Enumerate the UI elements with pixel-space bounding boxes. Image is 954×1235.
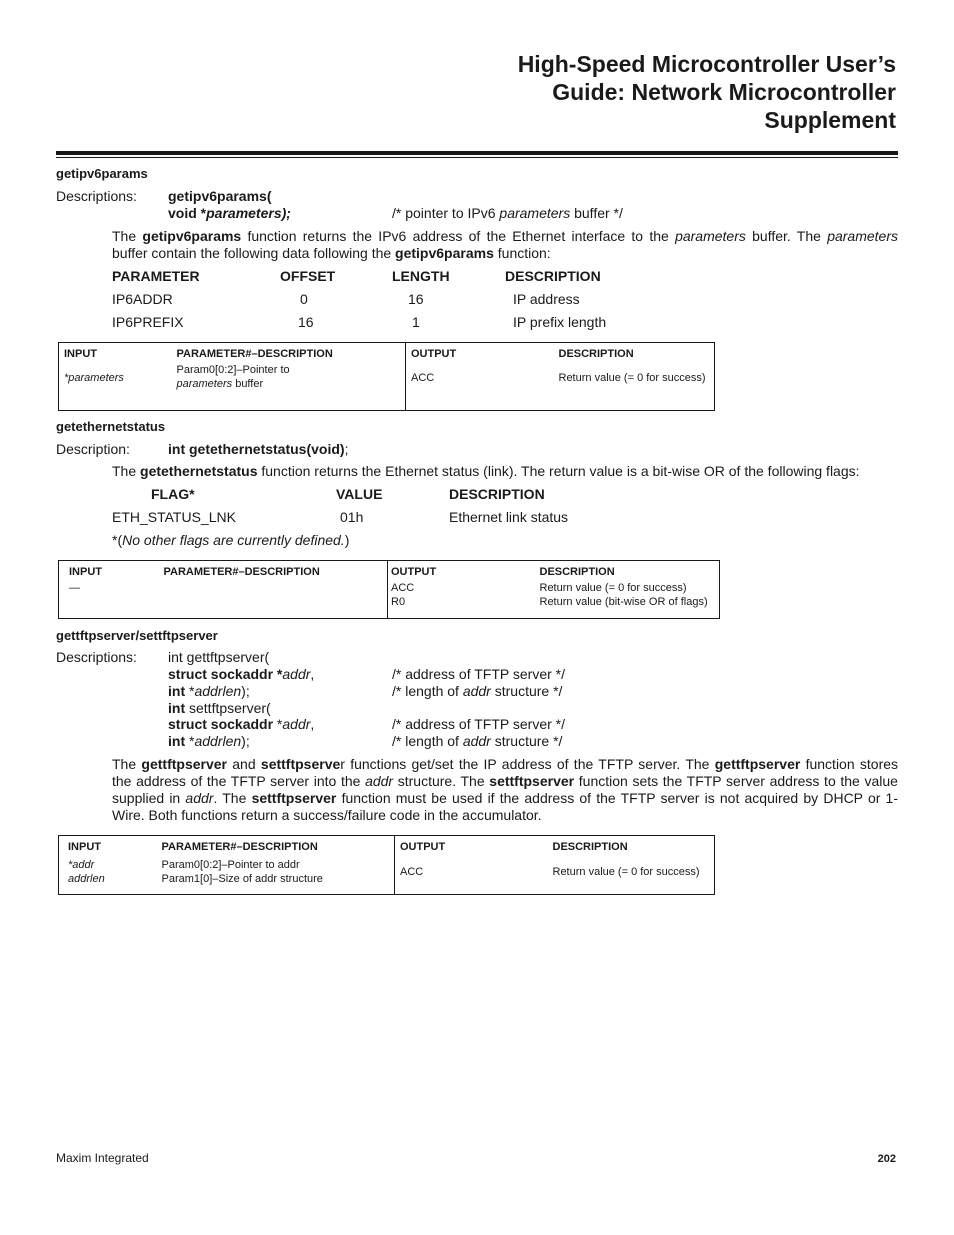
code-comment: /* length of addr structure */ [392, 683, 563, 699]
signature-line: void *parameters); [168, 205, 291, 221]
column-header: OFFSET [280, 268, 336, 284]
table-header: INPUT [69, 566, 102, 578]
description-paragraph [112, 228, 898, 262]
column-header: LENGTH [392, 268, 450, 284]
text-run: settftpserve [260, 756, 341, 772]
header-rule-thick [56, 151, 898, 155]
table-cell: Return value (= 0 for success) [558, 371, 706, 384]
text-run: function stores the address of the TFTP server into the [112, 756, 899, 789]
table-header: DESCRIPTION [558, 348, 634, 360]
code-comment: /* length of addr structure */ [392, 733, 563, 749]
table-header: OUTPUT [391, 566, 437, 578]
column-header: PARAMETER [112, 268, 200, 284]
signature-line: struct sockaddr *addr, [168, 716, 315, 732]
io-table [58, 835, 715, 895]
descriptions-label: Descriptions: [56, 649, 137, 665]
table-cell: — [69, 581, 80, 594]
signature-line: int *addrlen); [168, 683, 250, 699]
table-cell: ACC R0 [391, 581, 415, 608]
text-run: settftpserver [489, 773, 575, 789]
page-title: High-Speed Microcontroller User’s Guide: Network Microcontroller Supplement [517, 51, 896, 133]
table-cell: ACC [411, 371, 435, 384]
table-cell: Return value (= 0 for success) [552, 865, 700, 878]
text-run: r functions get/set the IP address of the TFTP server. The [340, 756, 715, 772]
table-cell: ETH_STATUS_LNK [112, 509, 236, 525]
signature-line: int settftpserver( [168, 700, 271, 716]
text-run: addr [365, 773, 394, 789]
table-header: OUTPUT [411, 348, 457, 360]
signature-line: struct sockaddr *addr, [168, 666, 315, 682]
header-rule-thin [56, 157, 898, 158]
text-run: parameters [675, 228, 746, 244]
text-run: function: [493, 245, 551, 261]
table-cell: IP address [513, 291, 580, 307]
table-cell: IP6PREFIX [112, 314, 184, 330]
text-run: . The [213, 790, 252, 806]
column-header: FLAG* [151, 486, 195, 502]
text-run: The [112, 228, 143, 244]
table-cell: Param0[0:2]–Pointer to parameters buffer [172, 363, 406, 411]
description-label: Description: [56, 441, 130, 457]
footer-company: Maxim Integrated [56, 1151, 149, 1165]
text-run: gettftpserver [141, 756, 227, 772]
io-table [58, 560, 720, 619]
table-cell: IP prefix length [513, 314, 607, 330]
column-header: DESCRIPTION [449, 486, 545, 502]
text-run: function sets the TFTP server address to the value supplied in [112, 773, 898, 806]
text-run: parameters [827, 228, 898, 244]
table-header: OUTPUT [400, 841, 446, 853]
signature-line: int getethernetstatus(void); [168, 441, 349, 457]
section-heading-getethernetstatus: getethernetstatus [56, 419, 166, 434]
table-header: PARAMETER#–DESCRIPTION [172, 343, 406, 363]
table-cell: 1 [412, 314, 420, 330]
text-run: settftpserver [251, 790, 337, 806]
table-header: PARAMETER#–DESCRIPTION [159, 561, 388, 581]
table-cell: 16 [298, 314, 314, 330]
text-run: The [112, 463, 141, 479]
text-run: buffer. The [745, 228, 828, 244]
code-comment: /* address of TFTP server */ [392, 666, 565, 682]
code-comment: /* pointer to IPv6 parameters buffer */ [392, 205, 623, 221]
descriptions-label: Descriptions: [56, 188, 137, 204]
table-header: PARAMETER#–DESCRIPTION [157, 836, 395, 858]
table-header: INPUT [68, 841, 101, 853]
column-header: DESCRIPTION [505, 268, 601, 284]
text-run: buffer contain the following data following the [112, 245, 396, 261]
text-run: gettftpserver [714, 756, 801, 772]
text-run: function returns the IPv6 address of the Ethernet interface to the [241, 228, 676, 244]
table-cell: ACC [400, 865, 424, 878]
io-table [58, 342, 715, 411]
page-number: 202 [877, 1153, 896, 1165]
signature-line: getipv6params( [168, 188, 272, 204]
text-run: function returns the Ethernet status (link). The return value is a bit-wise OR of the following flags: [257, 463, 860, 479]
section-heading-getipv6params: getipv6params [56, 166, 148, 181]
code-comment: /* address of TFTP server */ [392, 716, 565, 732]
text-run: getethernetstatus [140, 463, 258, 479]
table-cell: *addr addrlen [68, 858, 105, 885]
table-cell: Ethernet link status [449, 509, 569, 525]
footnote: *(No other flags are currently defined.) [112, 532, 350, 548]
table-header: INPUT [64, 348, 97, 360]
text-run: structure. The [393, 773, 490, 789]
text-run: addr [185, 790, 214, 806]
table-cell: IP6ADDR [112, 291, 173, 307]
table-cell: Param0[0:2]–Pointer to addr Param1[0]–Size of addr structure [157, 858, 395, 895]
column-header: VALUE [336, 486, 383, 502]
signature-line: int *addrlen); [168, 733, 250, 749]
text-run: getipv6params [395, 245, 494, 261]
text-run: and [227, 756, 261, 772]
description-paragraph [112, 463, 898, 480]
table-header: DESCRIPTION [552, 841, 628, 853]
table-cell: 16 [408, 291, 424, 307]
table-header: DESCRIPTION [539, 566, 615, 578]
text-run: function must be used if the address of the TFTP server is not acquired by DHCP or 1-Wire. Both functions return a success/failure code in the accumulator. [112, 790, 899, 823]
table-cell: 0 [300, 291, 308, 307]
table-cell [159, 581, 388, 619]
section-heading-gettftpserver: gettftpserver/settftpserver [56, 628, 218, 643]
table-cell: 01h [340, 509, 364, 525]
signature-line: int gettftpserver( [168, 649, 270, 665]
description-paragraph [112, 756, 898, 824]
table-cell: *parameters [64, 371, 124, 384]
table-cell: Return value (= 0 for success) Return value (bit-wise OR of flags) [539, 581, 708, 608]
text-run: getipv6params [142, 228, 242, 244]
text-run: The [112, 756, 142, 772]
